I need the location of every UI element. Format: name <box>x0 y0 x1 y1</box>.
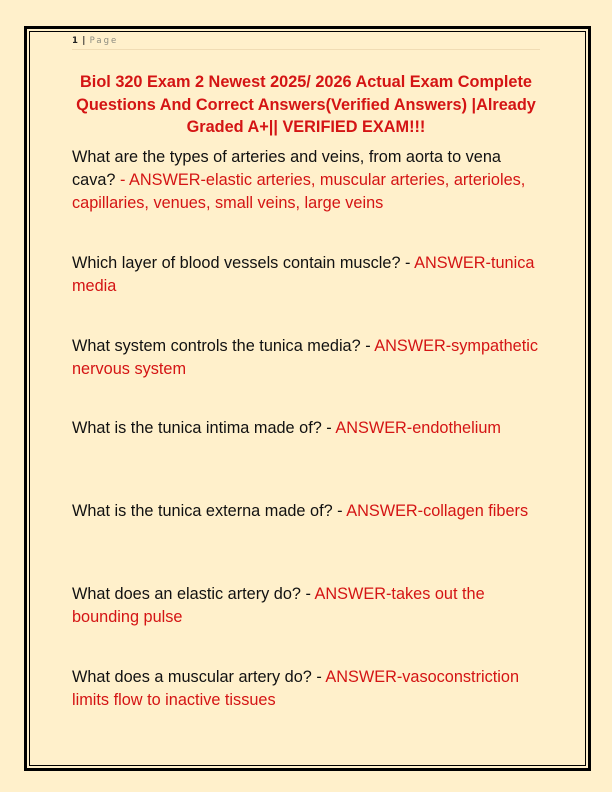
answer-text: ANSWER-endothelium <box>335 419 501 437</box>
question-text: What is the tunica externa made of? - <box>72 502 347 520</box>
qa-item <box>72 417 542 440</box>
page-label: Page <box>89 36 119 46</box>
page-border-inner <box>29 31 586 766</box>
qa-item <box>72 252 542 298</box>
document-title: Biol 320 Exam 2 Newest 2025/ 2026 Actual Exam Complete Questions And Correct Answers(Verified Answers) |Already Graded A+|| VERIFIED EXAM!!! <box>76 73 536 136</box>
qa-item <box>72 335 542 381</box>
question-text: What are the types of arteries and veins, from aorta to vena cava? <box>72 148 501 189</box>
answer-text: ANSWER-tunica media <box>72 254 535 295</box>
qa-item <box>72 500 542 523</box>
question-text: What does a muscular artery do? - <box>72 668 326 686</box>
qa-item <box>72 146 542 215</box>
page-header <box>72 36 540 50</box>
page-number: 1 <box>72 36 79 46</box>
answer-text: ANSWER-vasoconstriction limits flow to inactive tissues <box>72 668 520 709</box>
question-text: Which layer of blood vessels contain muscle? - <box>72 254 415 272</box>
page-header-separator: | <box>82 36 86 46</box>
qa-item <box>72 583 542 629</box>
answer-text: ANSWER-collagen fibers <box>346 502 529 520</box>
answer-text: - ANSWER-elastic arteries, muscular arteries, arterioles, capillaries, venues, small veins, large veins <box>72 171 526 212</box>
question-text: What system controls the tunica media? - <box>72 337 375 355</box>
question-text: What does an elastic artery do? - <box>72 585 315 603</box>
answer-text: ANSWER-sympathetic nervous system <box>72 337 539 378</box>
qa-item <box>72 666 542 712</box>
answer-text: ANSWER-takes out the bounding pulse <box>72 585 485 626</box>
question-text: What is the tunica intima made of? - <box>72 419 336 437</box>
